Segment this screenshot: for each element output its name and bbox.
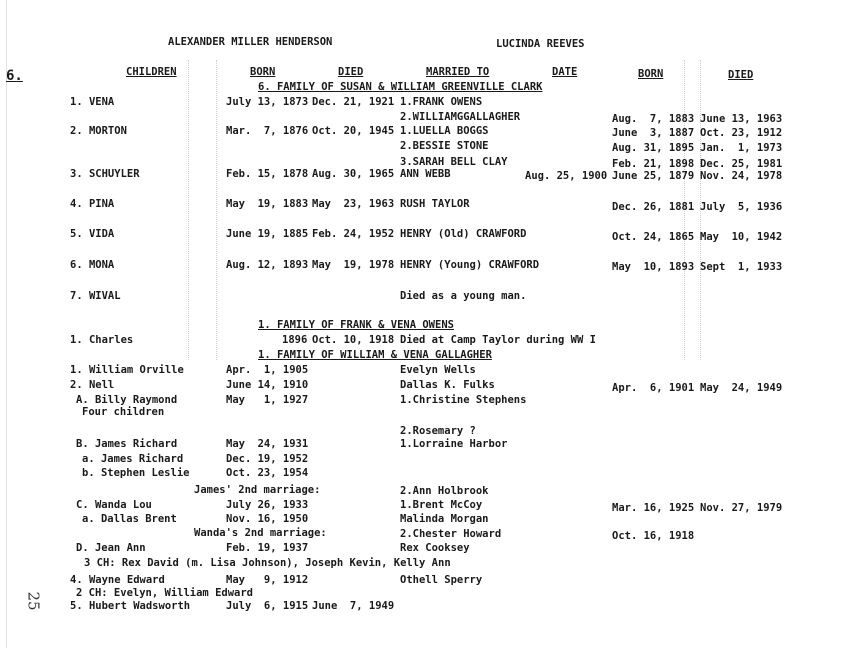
note-text: James' 2nd marriage: [194, 484, 321, 496]
spouse-birth: May 10, 1893 [612, 261, 695, 273]
spouse-birth: Feb. 21, 1898 [612, 158, 695, 170]
spouse-name: HENRY (Young) CRAWFORD [400, 259, 540, 271]
col-spouse-died: DIED [728, 69, 754, 81]
spouse-birth: June 25, 1879 [612, 170, 695, 182]
child-name: 4. PINA [70, 198, 115, 210]
note-text: Died as a young man. [400, 290, 527, 302]
col-married-to: MARRIED TO [426, 66, 490, 78]
child-name: 1. VENA [70, 96, 115, 108]
birth-date: Dec. 19, 1952 [226, 453, 309, 465]
child-name: A. Billy Raymond [76, 394, 178, 406]
spouse-death: Jan. 1, 1973 [700, 142, 783, 154]
child-name: 5. VIDA [70, 228, 115, 240]
spouse-name: 2.Rosemary ? [400, 425, 476, 437]
col-born: BORN [250, 66, 276, 78]
birth-date: Oct. 23, 1954 [226, 467, 309, 479]
child-name: D. Jean Ann [76, 542, 146, 554]
birth-date: June 19, 1885 [226, 228, 309, 240]
spouse-name: Malinda Morgan [400, 513, 489, 525]
death-date: Oct. 20, 1945 [312, 125, 395, 137]
spouse-birth: Dec. 26, 1881 [612, 201, 695, 213]
child-name: C. Wanda Lou [76, 499, 152, 511]
note-text: 2 CH: Evelyn, William Edward [76, 587, 254, 599]
birth-date: Feb. 15, 1878 [226, 168, 309, 180]
father-name: ALEXANDER MILLER HENDERSON [168, 36, 333, 48]
spouse-name: 2.Ann Holbrook [400, 485, 489, 497]
child-name: 4. Wayne Edward [70, 574, 165, 586]
spouse-birth: Aug. 7, 1883 [612, 113, 695, 125]
spouse-birth: June 3, 1887 [612, 127, 695, 139]
spouse-birth: Mar. 16, 1925 [612, 502, 695, 514]
spouse-death: Nov. 27, 1979 [700, 502, 783, 514]
spouse-birth: Oct. 24, 1865 [612, 231, 695, 243]
spouse-name: Othell Sperry [400, 574, 483, 586]
note-text: Four children [82, 406, 165, 418]
spouse-death: Sept 1, 1933 [700, 261, 783, 273]
birth-date: May 19, 1883 [226, 198, 309, 210]
child-name: B. James Richard [76, 438, 178, 450]
spouse-death: Dec. 25, 1981 [700, 158, 783, 170]
death-date: May 19, 1978 [312, 259, 395, 271]
spouse-name: 1.Lorraine Harbor [400, 438, 508, 450]
death-date: May 23, 1963 [312, 198, 395, 210]
spouse-name: 2.WILLIAMGGALLAGHER [400, 111, 521, 123]
death-date: Oct. 10, 1918 [312, 334, 395, 346]
mother-name: LUCINDA REEVES [496, 38, 585, 50]
birth-date: 1896 [282, 334, 308, 346]
birth-date: Feb. 19, 1937 [226, 542, 309, 554]
spouse-name: RUSH TAYLOR [400, 198, 470, 210]
birth-date: Aug. 12, 1893 [226, 259, 309, 271]
child-name: a. James Richard [82, 453, 184, 465]
spouse-death: Oct. 23, 1912 [700, 127, 783, 139]
child-name: 5. Hubert Wadsworth [70, 600, 191, 612]
marriage-date: Aug. 25, 1900 [525, 170, 608, 182]
spouse-name: 2.Chester Howard [400, 528, 502, 540]
child-name: 1. William Orville [70, 364, 184, 376]
page-edge [6, 0, 7, 648]
birth-date: Apr. 1, 1905 [226, 364, 309, 376]
spouse-death: Nov. 24, 1978 [700, 170, 783, 182]
child-name: 1. Charles [70, 334, 134, 346]
death-date: June 7, 1949 [312, 600, 395, 612]
spouse-birth: Apr. 6, 1901 [612, 382, 695, 394]
birth-date: Mar. 7, 1876 [226, 125, 309, 137]
section-heading: 6. FAMILY OF SUSAN & WILLIAM GREENVILLE CLARK [258, 81, 543, 93]
birth-date: July 26, 1933 [226, 499, 309, 511]
spouse-name: Evelyn Wells [400, 364, 476, 376]
col-died: DIED [338, 66, 364, 78]
birth-date: May 1, 1927 [226, 394, 309, 406]
page-number-mark: 25 [24, 591, 43, 611]
child-name: 7. WIVAL [70, 290, 121, 302]
child-name: 2. MORTON [70, 125, 127, 137]
col-spouse-born: BORN [638, 68, 664, 80]
note-text: Wanda's 2nd marriage: [194, 527, 327, 539]
column-guide [216, 60, 217, 360]
child-name: b. Stephen Leslie [82, 467, 190, 479]
birth-date: May 24, 1931 [226, 438, 309, 450]
death-date: Dec. 21, 1921 [312, 96, 395, 108]
birth-date: May 9, 1912 [226, 574, 309, 586]
col-children: CHILDREN [126, 66, 177, 78]
child-name: 3. SCHUYLER [70, 168, 140, 180]
spouse-name: Rex Cooksey [400, 542, 470, 554]
spouse-name: 1.LUELLA BOGGS [400, 125, 489, 137]
note-text: 3 CH: Rex David (m. Lisa Johnson), Joseph Kevin, Kelly Ann [84, 557, 451, 569]
spouse-death: May 10, 1942 [700, 231, 783, 243]
section-heading: 1. FAMILY OF FRANK & VENA OWENS [258, 319, 454, 331]
spouse-birth: Aug. 31, 1895 [612, 142, 695, 154]
child-name: 6. MONA [70, 259, 115, 271]
spouse-name: 2.BESSIE STONE [400, 140, 489, 152]
child-name: 2. Nell [70, 379, 115, 391]
note-text: Died at Camp Taylor during WW I [400, 334, 596, 346]
spouse-name: HENRY (Old) CRAWFORD [400, 228, 527, 240]
column-guide [188, 60, 189, 360]
birth-date: Nov. 16, 1950 [226, 513, 309, 525]
birth-date: July 13, 1873 [226, 96, 309, 108]
spouse-death: June 13, 1963 [700, 113, 783, 125]
spouse-death: July 5, 1936 [700, 201, 783, 213]
section-heading: 1. FAMILY OF WILLIAM & VENA GALLAGHER [258, 349, 492, 361]
birth-date: June 14, 1910 [226, 379, 309, 391]
spouse-birth: Oct. 16, 1918 [612, 530, 695, 542]
death-date: Aug. 30, 1965 [312, 168, 395, 180]
spouse-name: Dallas K. Fulks [400, 379, 495, 391]
col-date: DATE [552, 66, 578, 78]
birth-date: July 6, 1915 [226, 600, 309, 612]
spouse-name: 1.FRANK OWENS [400, 96, 483, 108]
spouse-death: May 24, 1949 [700, 382, 783, 394]
death-date: Feb. 24, 1952 [312, 228, 395, 240]
spouse-name: 1.Brent McCoy [400, 499, 483, 511]
spouse-name: 1.Christine Stephens [400, 394, 527, 406]
child-name: a. Dallas Brent [82, 513, 177, 525]
spouse-name: ANN WEBB [400, 168, 451, 180]
spouse-name: 3.SARAH BELL CLAY [400, 156, 508, 168]
margin-six: 6. [6, 68, 23, 84]
